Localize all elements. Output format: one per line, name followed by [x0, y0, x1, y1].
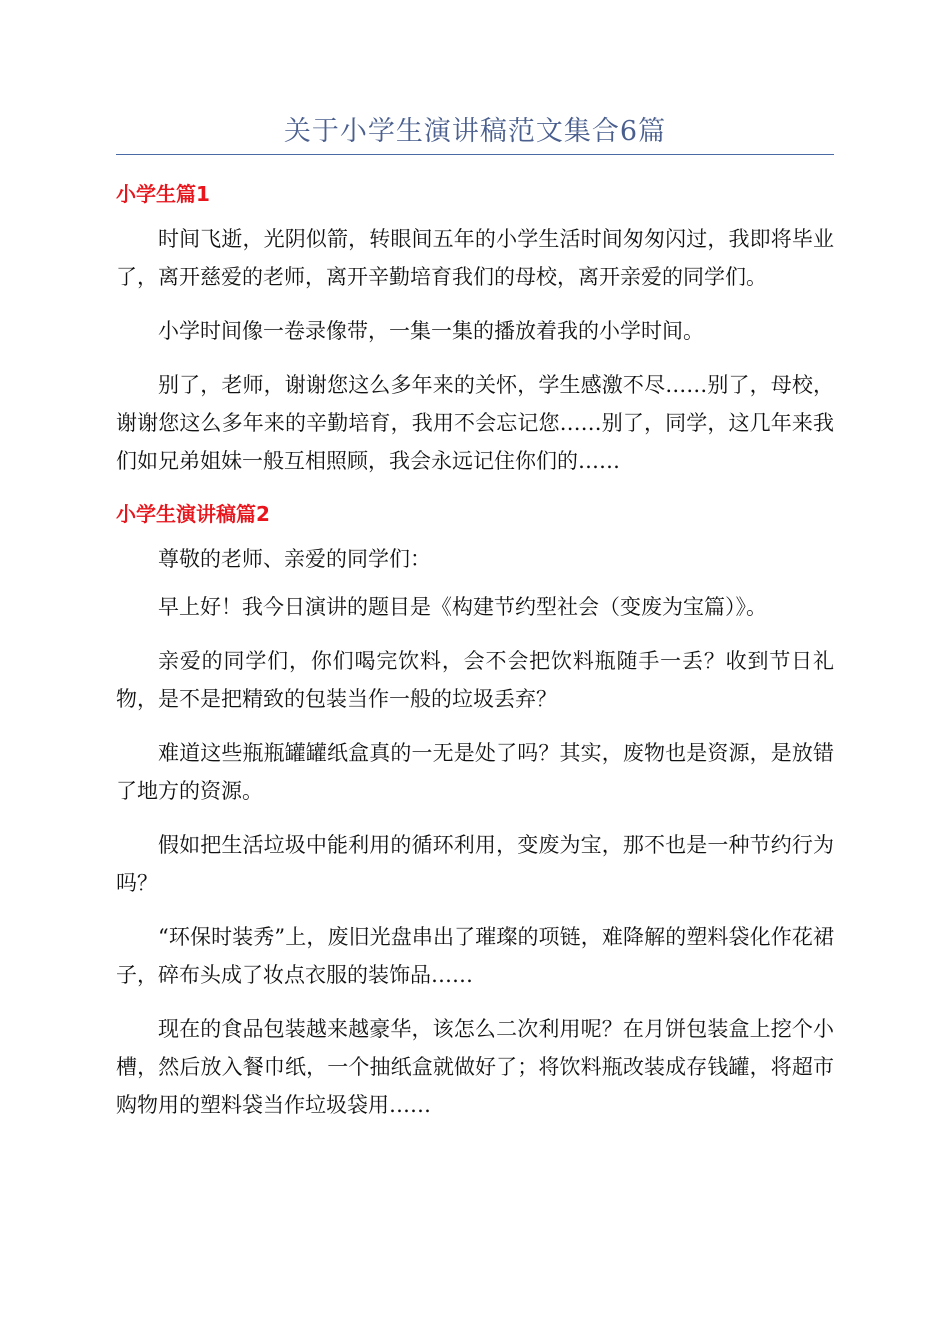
document-title: 关于小学生演讲稿范文集合6篇 [283, 116, 667, 147]
paragraph: 尊敬的老师、亲爱的同学们： [158, 547, 431, 571]
section-2 [116, 496, 834, 1124]
section-heading: 小学生演讲稿篇2 [116, 502, 270, 526]
section-1 [116, 176, 834, 480]
paragraph: 亲爱的同学们，你们喝完饮料，会不会把饮料瓶随手一丢？收到节日礼物，是不是把精致的包装当作一般的垃圾丢弃？ [116, 649, 834, 711]
paragraph: 早上好！我今日演讲的题目是《构建节约型社会（变废为宝篇）》。 [158, 595, 767, 619]
paragraph: 别了，老师，谢谢您这么多年来的关怀，学生感激不尽……别了，母校，谢谢您这么多年来的辛勤培育，我用不会忘记您……别了，同学，这几年来我们如兄弟姐妹一般互相照顾，我会永远记住你们的…… [116, 373, 834, 473]
paragraph: 小学时间像一卷录像带，一集一集的播放着我的小学时间。 [158, 319, 704, 343]
paragraph: 假如把生活垃圾中能利用的循环利用，变废为宝，那不也是一种节约行为吗？ [116, 833, 834, 895]
title-underline [116, 154, 834, 155]
paragraph: 难道这些瓶瓶罐罐纸盒真的一无是处了吗？其实，废物也是资源，是放错了地方的资源。 [116, 741, 834, 803]
paragraph: 时间飞逝，光阴似箭，转眼间五年的小学生活时间匆匆闪过，我即将毕业了，离开慈爱的老师，离开辛勤培育我们的母校，离开亲爱的同学们。 [116, 227, 834, 289]
paragraph: 现在的食品包装越来越豪华，该怎么二次利用呢？在月饼包装盒上挖个小槽，然后放入餐巾纸，一个抽纸盒就做好了；将饮料瓶改装成存钱罐，将超市购物用的塑料袋当作垃圾袋用…… [116, 1017, 834, 1117]
document-body [116, 176, 834, 1140]
section-heading: 小学生篇1 [116, 182, 210, 206]
paragraph: “环保时装秀”上，废旧光盘串出了璀璨的项链，难降解的塑料袋化作花裙子，碎布头成了妆点衣服的装饰品…… [116, 925, 834, 987]
